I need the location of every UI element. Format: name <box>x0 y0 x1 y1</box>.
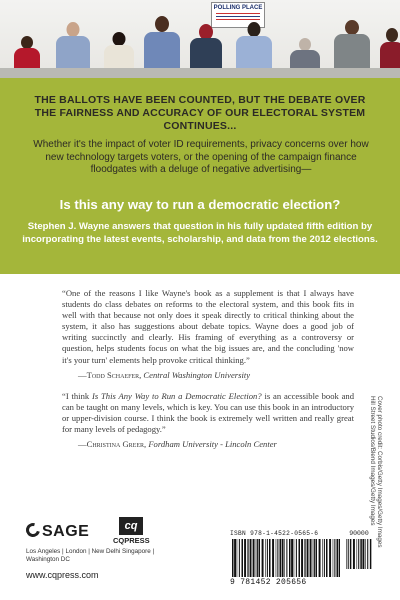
polling-place-text: POLLING PLACE <box>213 5 263 11</box>
sign-line <box>216 19 260 20</box>
barcode-bar <box>247 539 248 577</box>
barcode-bar <box>334 539 335 577</box>
endorsements <box>62 288 354 460</box>
barcode-bar <box>333 539 334 577</box>
barcode-bar <box>277 539 278 577</box>
isbn-text: ISBN 978-1-4522-0565-6 <box>230 530 319 537</box>
barcode-bar <box>313 539 314 577</box>
barcode-bar <box>329 539 331 577</box>
barcode-bar <box>370 539 372 569</box>
barcode-bar <box>307 539 309 577</box>
barcode-bar <box>239 539 240 577</box>
barcode-bar <box>237 539 238 577</box>
barcode-bar <box>357 539 358 569</box>
barcode-bar <box>299 539 301 577</box>
quote-lead: “I think <box>62 390 92 401</box>
barcode-bar <box>296 539 297 577</box>
barcode-bar <box>348 539 349 569</box>
barcode-bar <box>250 539 252 577</box>
barcode-bar <box>257 539 258 577</box>
sage-wordmark: SAGE <box>42 523 90 540</box>
cq-press-label: CQPRESS <box>113 536 150 545</box>
barcode-bar <box>291 539 293 577</box>
barcode-bar <box>280 539 282 577</box>
barcode-bar <box>244 539 246 577</box>
barcode-bar <box>304 539 305 577</box>
barcode-bar <box>248 539 249 577</box>
barcode-bar <box>259 539 261 577</box>
barcode-bar <box>360 539 362 569</box>
attribution-name: Todd Schaefer <box>86 369 140 380</box>
barcode-bar <box>242 539 244 577</box>
question-text: Is this any way to run a democratic election? <box>59 197 341 212</box>
barcode-bar <box>326 539 328 577</box>
barcode-bar <box>305 539 306 577</box>
sign-line <box>216 13 260 14</box>
cq-mark: cq <box>119 517 143 535</box>
attribution-affiliation: Fordham University - Lincoln Center <box>148 439 277 450</box>
barcode-bar <box>294 539 295 577</box>
headline: THE BALLOTS HAVE BEEN COUNTED, BUT THE DEBATE OVER THE FAIRNESS AND ACCURACY OF OUR ELECTORAL SYSTEM CONTINUES... <box>34 94 366 132</box>
sage-logo <box>26 521 106 543</box>
barcode-bar <box>253 539 255 577</box>
quote-christina-greer <box>62 391 354 435</box>
barcode-bar <box>286 539 287 577</box>
attribution-christina-greer: —Christina Greer, Fordham University - Lincoln Center <box>78 439 277 450</box>
quote-todd-schaefer: “One of the reasons I like Wayne's book as a supplement is that I always have students do class debates on reforms to the electoral system, and this book fits in well with that because not only does it speak directly to critical thinking about the system, it also has suggestions about debate topics. Wayne does a good job of writing succinctly and clearly. His framing of everything as a controversy or question, helps students focus on what the big issues are, and the concluding 'now it's your turn' elements help provoke critical thinking.” <box>62 288 354 365</box>
barcode-bar <box>316 539 318 577</box>
barcode-bar <box>262 539 264 577</box>
cq-press-logo <box>113 517 157 545</box>
photo-credit <box>368 396 383 592</box>
barcode-bar <box>322 539 323 577</box>
quote-body: is an accessible book and can be taught on many levels, which is key. You can use this book in an introductory or upper-division course. I think the book is extremely well written and really great for many levels of pedagogy.” <box>62 390 355 435</box>
attribution-dash: — <box>78 369 87 380</box>
barcode-bar <box>319 539 321 577</box>
answer-text: Stephen J. Wayne answers that question in his fully updated fifth edition by incorporating the latest events, scholarship, and data from the 2012 elections. <box>22 221 378 245</box>
attribution-name: Christina Greer <box>86 439 145 450</box>
barcode-bar <box>284 539 285 577</box>
barcode-bar <box>269 539 271 577</box>
sign-line <box>216 16 260 17</box>
barcode-bar <box>353 539 355 569</box>
barcode-bar <box>358 539 359 569</box>
barcode-bar <box>339 539 340 577</box>
barcode-bar <box>265 539 266 577</box>
barcode-bar <box>310 539 312 577</box>
barcode-bar <box>276 539 277 577</box>
cover-photo-voters-line <box>0 0 400 78</box>
sage-ring-icon <box>23 520 42 539</box>
barcode-bar <box>267 539 268 577</box>
publisher-cities: Los Angeles | London | New Delhi Singapore | Washington DC <box>26 548 155 563</box>
photo-credit-line: Hill Street Studios/Blend Images/Getty Images <box>368 396 376 526</box>
attribution-dash: — <box>78 439 87 450</box>
attribution-affiliation: Central Washington University <box>143 369 251 380</box>
barcode-bar <box>362 539 364 569</box>
barcode-bar <box>234 539 236 577</box>
barcode-bar <box>365 539 366 569</box>
barcode-bar <box>282 539 284 577</box>
barcode-bar <box>367 539 368 569</box>
floor <box>0 68 400 78</box>
barcode-bar <box>337 539 339 577</box>
barcode-bar <box>346 539 347 569</box>
barcode-digits: 9 781452 205656 <box>230 578 307 587</box>
barcode-bar <box>350 539 352 569</box>
attribution-todd-schaefer: —Todd Schaefer, Central Washington University <box>78 369 251 380</box>
publisher-url: www.cqpress.com <box>26 570 99 580</box>
barcode-bar <box>289 539 291 577</box>
barcode-bar <box>232 539 234 577</box>
intro-text: Whether it's the impact of voter ID requirements, privacy concerns over how new technology targets voters, or the opening of the campaign finance floodgates with a deluge of negative advertising— <box>33 139 369 175</box>
quote-book-title: Is This Any Way to Run a Democratic Election? <box>92 390 262 401</box>
barcode-bar <box>256 539 257 577</box>
barcode-bar <box>301 539 303 577</box>
barcode <box>230 530 372 588</box>
photo-credit-line: Cover photo credit: Corbis/Getty Images/Getty Images <box>376 396 383 548</box>
barcode-bar <box>324 539 325 577</box>
barcode-bar <box>314 539 315 577</box>
price-code: 90000 <box>349 530 369 537</box>
price-barcode-bars <box>346 539 372 569</box>
barcode-bars <box>232 539 340 577</box>
barcode-bar <box>272 539 274 577</box>
